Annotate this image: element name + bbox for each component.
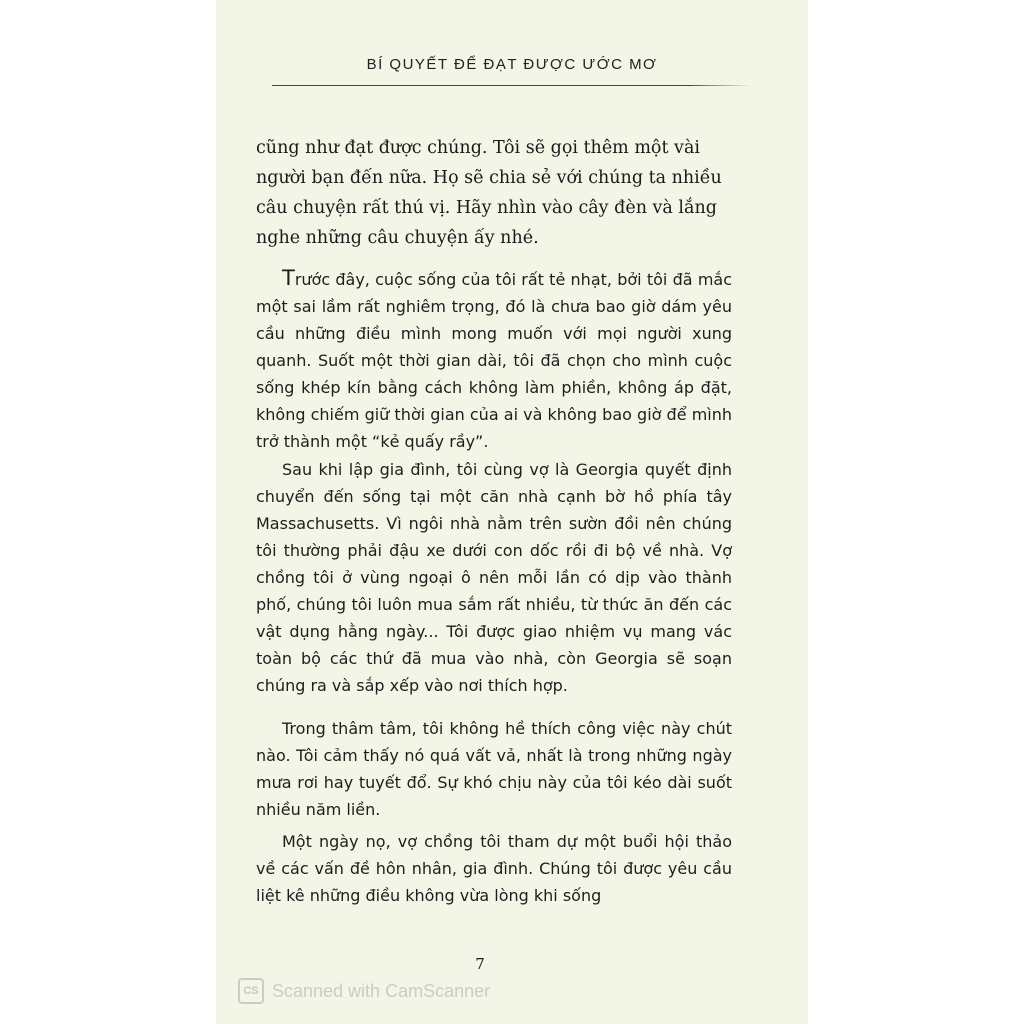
book-page <box>216 0 808 1024</box>
running-header: BÍ QUYẾT ĐỂ ĐẠT ĐƯỢC ƯỚC MƠ <box>366 56 658 73</box>
header-rule-tail <box>692 85 752 86</box>
dropcap-letter: T <box>282 266 295 290</box>
intro-paragraph: cũng như đạt được chúng. Tôi sẽ gọi thêm một vài người bạn đến nữa. Họ sẽ chia sẻ với chúng ta nhiều câu chuyện rất thú vị. Hãy nhìn vào cây đèn và lắng nghe những câu chuyện ấy nhé. <box>256 138 722 248</box>
paragraph-1-text: rước đây, cuộc sống của tôi rất tẻ nhạt, bởi tôi đã mắc một sai lầm rất nghiêm trọng, đó là chưa bao giờ dám yêu cầu những điều mình mong muốn với mọi người xung quanh. Suốt một thời gian dài, tôi đã chọn cho mình cuộc sống khép kín bằng cách không làm phiền, không áp đặt, không chiếm giữ thời gian của ai và không bao giờ để mình trở thành một “kẻ quấy rầy”. <box>256 270 732 451</box>
camscanner-watermark <box>238 976 490 1006</box>
paragraph-4: Một ngày nọ, vợ chồng tôi tham dự một buổi hội thảo về các vấn đề hôn nhân, gia đình. Chúng tôi được yêu cầu liệt kê những điều không vừa lòng khi sống <box>256 832 732 905</box>
header-rule <box>272 85 692 86</box>
paragraph-3: Trong thâm tâm, tôi không hề thích công việc này chút nào. Tôi cảm thấy nó quá vất vả, nhất là trong những ngày mưa rơi hay tuyết đổ. Sự khó chịu này của tôi kéo dài suốt nhiều năm liền. <box>256 719 732 819</box>
watermark-text: Scanned with CamScanner <box>272 980 491 1001</box>
paragraph-2: Sau khi lập gia đình, tôi cùng vợ là Georgia quyết định chuyển đến sống tại một căn nhà cạnh bờ hồ phía tây Massachusetts. Vì ngôi nhà nằm trên sườn đồi nên chúng tôi thường phải đậu xe dưới con dốc rồi đi bộ về nhà. Vợ chồng tôi ở vùng ngoại ô nên mỗi lần có dịp vào thành phố, chúng tôi luôn mua sắm rất nhiều, từ thức ăn đến các vật dụng hằng ngày... Tôi được giao nhiệm vụ mang vác toàn bộ các thứ đã mua vào nhà, còn Georgia sẽ soạn chúng ra và sắp xếp vào nơi thích hợp. <box>256 460 732 695</box>
paragraph-1 <box>256 265 732 455</box>
page-number: 7 <box>475 955 485 973</box>
camscanner-logo-icon: CS <box>238 978 264 1004</box>
